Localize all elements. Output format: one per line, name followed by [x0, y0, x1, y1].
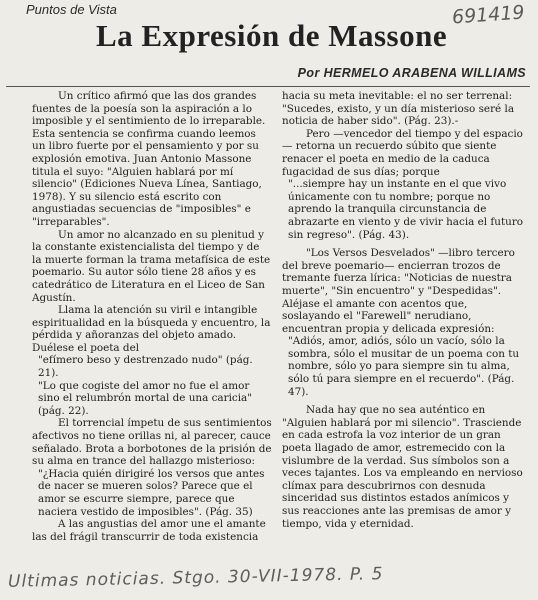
quotation: "Adiós, amor, adiós, sólo un vacío, sólo la sombra, sólo el musitar de un poema con tu nombre, sólo yo para siempre sin tu alma, sólo tú para siempre en el recuerdo". (Pág. 47). — [288, 335, 520, 398]
article-byline: Por HERMELO ARABENA WILLIAMS — [297, 66, 526, 80]
quotation: "Lo que cogiste del amor no fue el amor sino el relumbrón mortal de una caricia" (pág. 22). — [38, 379, 253, 417]
paragraph: Un crítico afirmó que las dos grandes fuentes de la poesía son la aspiración a lo imposible y el sentimiento de lo irreparable. Esta sentencia se confirma cuando leemos un libro fuerte por el pensamiento y por su explosión emotiva. Juan Antonio Massone titula el suyo: "Alguien hablará por mí silencio" (Ediciones Nueva Línea, Santiago, 1978). Y su silencio está escrito con angustiadas secuencias de "imposibles" e "irreparables". — [32, 90, 266, 228]
paragraph: Pero —vencedor del tiempo y del espacio— retorna un recuerdo súbito que siente renacer el poeta en medio de la caduca fugacidad de sus días; porque — [282, 127, 523, 178]
left-column — [32, 90, 272, 543]
right-column — [282, 90, 528, 530]
paragraph: Llama la atención su viril e intangible espiritualidad en la búsqueda y encuentro, la pérdida y añoranzas del objeto amado. Duélese el poeta del — [32, 304, 271, 354]
paragraph: El torrencial ímpetu de sus sentimientos afectivos no tiene orillas ni, al parecer, cauce señalado. Brota a borbotones de la prisión de su alma en trance del hallazgo misterioso: — [32, 417, 272, 468]
quotation: "efímero beso y destrenzado nudo" (pág. 21). — [38, 354, 253, 380]
header-rule — [6, 86, 530, 87]
section-kicker: Puntos de Vista — [26, 2, 117, 17]
quotation: "¿Hacia quién dirigiré los versos que antes de nacer se mueren solos? Parece que el amor se escurre siempre, parece que naciera vestido de imposibles". (Pág. 35) — [38, 467, 265, 518]
paragraph: A las angustias del amor une el amante las del frágil transcurrir de toda existencia — [32, 518, 266, 543]
paragraph: hacia su meta inevitable: el no ser terrenal: "Sucedes, existo, y un día misterioso seré la noticia de haber sido". (Pág. 23).- — [282, 90, 515, 128]
handwritten-source-note: Ultimas noticias. Stgo. 30-VII-1978. P. 5 — [7, 564, 384, 592]
paragraph: Un amor no alcanzado en su plenitud y la constante existencialista del tiempo y de la muerte forman la trama metafísica de este poemario. Su autor sólo tiene 28 años y es catedrático de Literatura en el Liceo de San Agustín. — [32, 228, 271, 304]
article-title: La Expresión de Massone — [96, 18, 448, 53]
quotation: "...siempre hay un instante en el que vivo únicamente con tu nombre; porque no aprendo la tranquila circunstancia de abrazarte en viento y de vivir hacia el futuro sin regreso". (Pág. 43). — [288, 178, 524, 241]
paragraph: "Los Versos Desvelados" —libro tercero del breve poemario— encierran trozos de tremante fuerza lírica: "Noticias de nuestra muerte", "Sin encuentro" y "Despedidas". Aléjase el amante con acentos que, soslayando el "Farewell" nerudiano, encuentran propia y delicada expresión: — [282, 247, 515, 335]
catalog-mark: 691419 — [451, 1, 526, 29]
paragraph: Nada hay que no sea auténtico en "Alguien hablará por mi silencio". Trasciende en cada estrofa la voz interior de un gran poeta llagado de amor, estremecido con la vislumbre de la verdad. Sus símbolos son a veces tajantes. Los va empleando en nervioso clímax para descubrirnos con desnuda sinceridad sus distintos estados anímicos y sus reacciones ante las premisas de amor y tiempo, vida y eternidad. — [282, 404, 523, 530]
